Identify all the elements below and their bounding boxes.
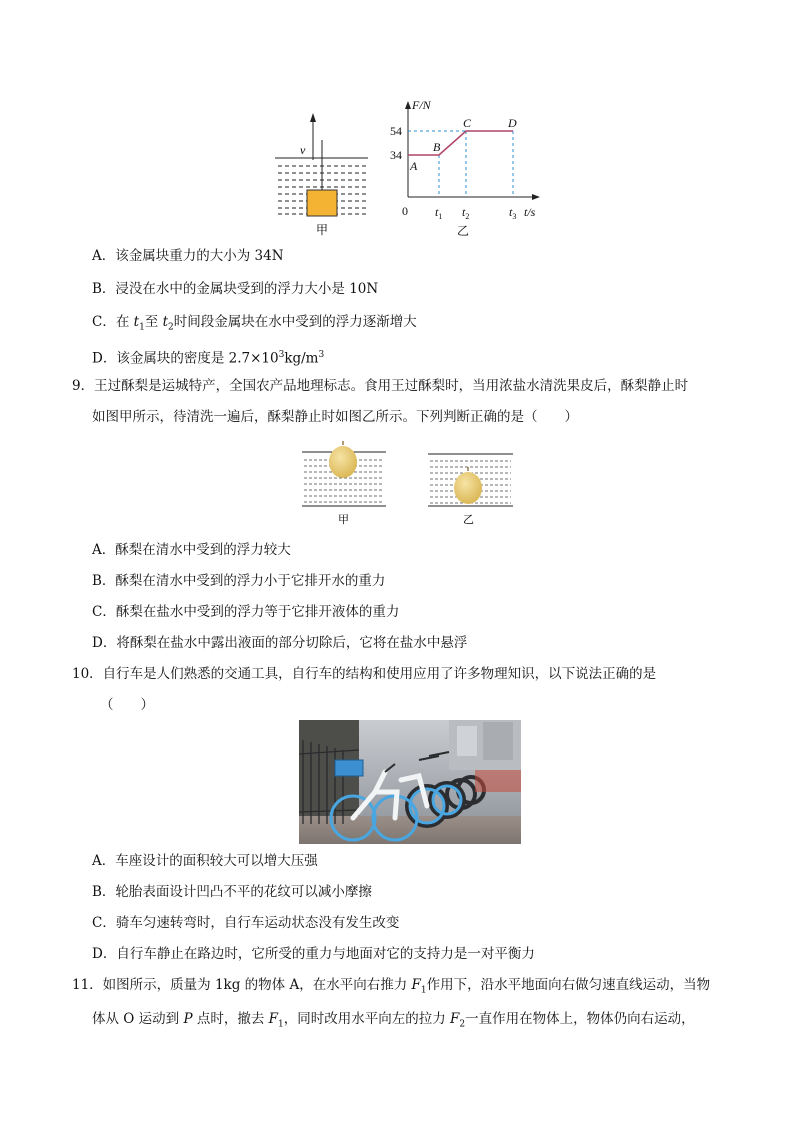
- tick-t3: $t_3$: [509, 205, 517, 221]
- q8-option-d[interactable]: [92, 345, 324, 369]
- point-d-label: D: [508, 116, 517, 130]
- caption-pear-yi: 乙: [463, 513, 474, 526]
- q11-l1-b: 作用下，沿水平地面向右做匀速直线运动，当物: [426, 977, 711, 993]
- q11-l2-b: 点时，撤去: [192, 1011, 269, 1027]
- q11-stem-line1: [72, 975, 710, 1001]
- beaker-yi: [428, 454, 513, 526]
- tick-t1: $t_1$: [435, 205, 443, 221]
- q9-option-c[interactable]: C．酥梨在盐水中受到的浮力等于它排开液体的重力: [92, 604, 400, 620]
- tick-t2: $t_2$: [462, 205, 470, 221]
- q10-stem-line2: （ ）: [100, 697, 154, 713]
- q8-d-sup: 3: [278, 350, 285, 360]
- q8-c-pre: C．在: [92, 314, 134, 330]
- velocity-label: v: [300, 143, 306, 157]
- caption-pear-jia: 甲: [338, 513, 349, 526]
- q9-option-a[interactable]: A．酥梨在清水中受到的浮力较大: [92, 542, 291, 558]
- q10-option-c[interactable]: C．骑车匀速转弯时，自行车运动状态没有发生改变: [92, 915, 400, 931]
- x-axis-label: t/s: [524, 205, 536, 219]
- q11-p: P: [183, 1011, 193, 1027]
- q8-option-b[interactable]: B．浸没在水中的金属块受到的浮力大小是 10N: [92, 281, 379, 297]
- origin-label: 0: [402, 204, 408, 218]
- q8-c-t2-sub: 2: [168, 322, 174, 333]
- figure-jia: [270, 110, 380, 240]
- q11-f1b-sub: 1: [278, 1019, 284, 1030]
- tick-54: 54: [390, 124, 402, 138]
- point-b-label: B: [433, 140, 441, 154]
- metal-block: [307, 190, 337, 216]
- q10-stem-line1: 10．自行车是人们熟悉的交通工具，自行车的结构和使用应用了许多物理知识，以下说法正确的是: [72, 666, 657, 682]
- caption-yi: 乙: [457, 224, 470, 238]
- q11-f1-sub: 1: [420, 985, 427, 996]
- point-c-label: C: [463, 116, 472, 130]
- q9-option-d[interactable]: D．将酥梨在盐水中露出液面的部分切除后，它将在盐水中悬浮: [92, 635, 468, 651]
- force-curve: [408, 131, 513, 155]
- q11-l2-d: 一直作用在物体上，物体仍向右运动，: [465, 1011, 695, 1027]
- q11-f2: F: [450, 1011, 460, 1027]
- tick-34: 34: [390, 148, 402, 162]
- q8-d-post: kg/m: [284, 350, 319, 367]
- q11-f1b: F: [268, 1011, 279, 1027]
- caption-jia: 甲: [316, 223, 329, 237]
- q11-l2-a: 体从 O 运动到: [92, 1011, 184, 1027]
- q11-l1-a: 11．如图所示，质量为 1kg 的物体 A，在水平向右推力: [72, 977, 412, 993]
- q8-option-a[interactable]: A．该金属块重力的大小为 34N: [92, 248, 284, 264]
- q10-option-a[interactable]: A．车座设计的面积较大可以增大压强: [92, 853, 318, 869]
- q10-option-b[interactable]: B．轮胎表面设计凹凸不平的花纹可以减小摩擦: [92, 884, 372, 900]
- q11-f2-sub: 2: [459, 1019, 466, 1030]
- q10-option-d[interactable]: D．自行车静止在路边时，它所受的重力与地面对它的支持力是一对平衡力: [92, 946, 535, 962]
- figure-pears: [296, 440, 521, 530]
- q11-f1: F: [411, 977, 421, 993]
- bicycle-photo: [299, 720, 521, 844]
- q8-d-sup2: 3: [318, 350, 325, 360]
- q11-l2-c: ，同时改用水平向左的拉力: [283, 1011, 451, 1027]
- q8-c-t1: t: [133, 314, 140, 330]
- figure-yi-graph: [384, 95, 554, 240]
- point-a-label: A: [410, 159, 418, 173]
- q11-stem-line2: [92, 1009, 695, 1035]
- q8-c-t1-sub: 1: [139, 322, 145, 333]
- pear-jia: [329, 446, 357, 478]
- q9-option-b[interactable]: B．酥梨在清水中受到的浮力小于它排开水的重力: [92, 573, 386, 589]
- y-axis-label: F/N: [412, 98, 431, 112]
- q8-c-mid: 至: [144, 314, 163, 330]
- beaker-jia: [302, 441, 386, 526]
- q8-d-pre: D．该金属块的密度是 2.7×10: [92, 350, 279, 367]
- q9-stem-line1: 9．王过酥梨是运城特产，全国农产品地理标志。食用王过酥梨时，当用浓盐水清洗果皮后，酥梨静止时: [72, 378, 689, 394]
- q8-c-t2: t: [162, 314, 169, 330]
- q8-option-c[interactable]: [92, 312, 417, 338]
- q8-c-post: 时间段金属块在水中受到的浮力逐渐增大: [173, 314, 417, 330]
- pear-yi: [454, 472, 482, 504]
- q9-stem-line2: 如图甲所示，待清洗一遍后，酥梨静止时如图乙所示。下列判断正确的是（ ）: [92, 409, 578, 425]
